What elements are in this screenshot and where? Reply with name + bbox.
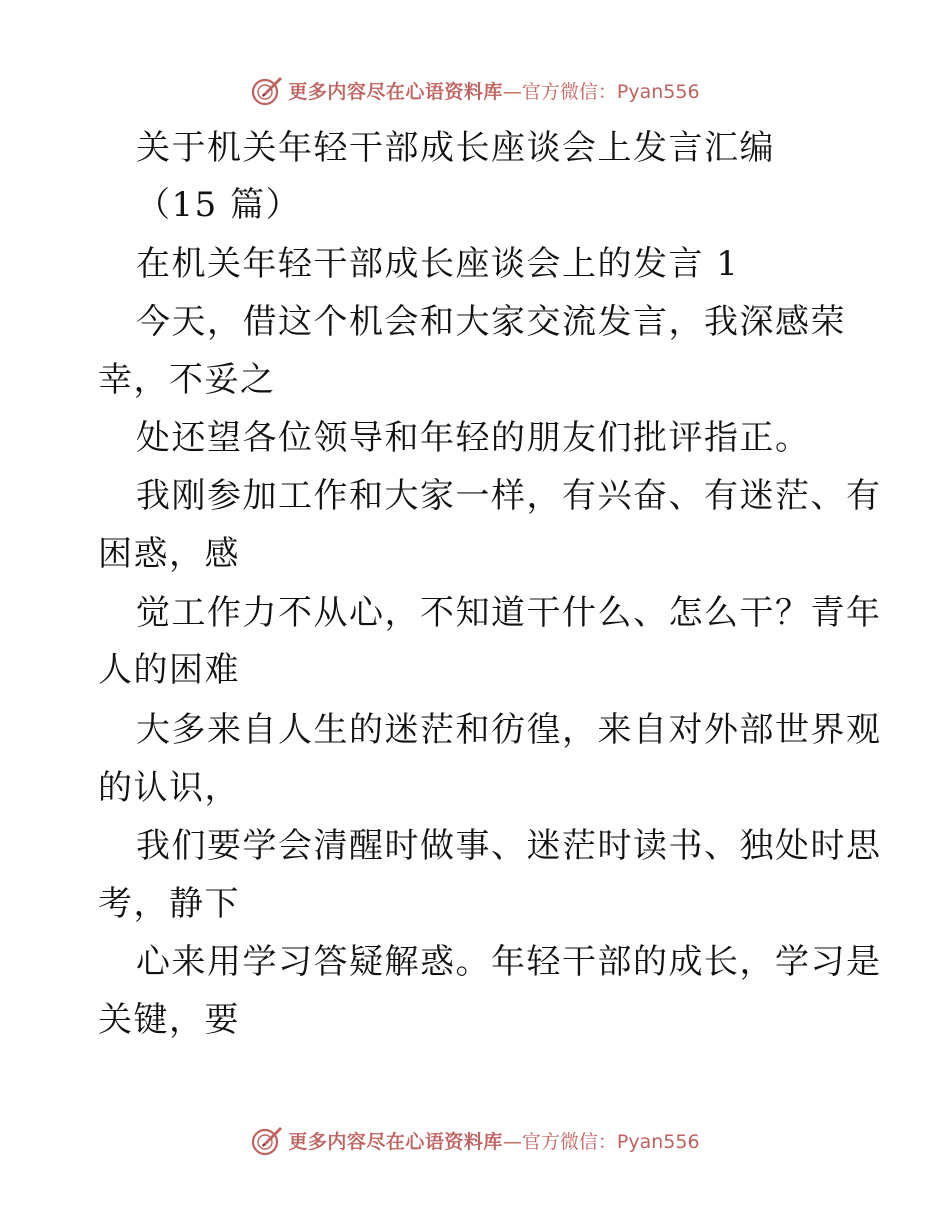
body-line: 幸，不妥之 bbox=[98, 360, 276, 400]
body-line: 心来用学习答疑解惑。年轻干部的成长，学习是 bbox=[136, 942, 882, 982]
section-heading: 在机关年轻干部成长座谈会上的发言 1 bbox=[136, 244, 740, 284]
body-line: 我们要学会清醒时做事、迷茫时读书、独处时思 bbox=[136, 826, 882, 866]
watermark-contact-text: —官方微信：Pyan556 bbox=[502, 80, 700, 103]
watermark-brand-text: 更多内容尽在心语资料库 bbox=[288, 80, 503, 103]
body-line: 今天，借这个机会和大家交流发言，我深感荣 bbox=[136, 302, 846, 342]
pen-nib-circle-icon bbox=[250, 73, 284, 107]
body-line: 考，静下 bbox=[98, 884, 240, 924]
body-line: 觉工作力不从心，不知道干什么、怎么干？青年 bbox=[136, 593, 882, 633]
body-line: 人的困难 bbox=[98, 650, 240, 690]
body-line: 大多来自人生的迷茫和彷徨，来自对外部世界观 bbox=[136, 710, 882, 750]
document-title-line-1: 关于机关年轻干部成长座谈会上发言汇编 bbox=[136, 128, 775, 168]
body-line: 关键，要 bbox=[98, 1000, 240, 1040]
body-line: 的认识， bbox=[98, 768, 240, 808]
watermark-contact-text: —官方微信：Pyan556 bbox=[502, 1130, 700, 1153]
footer-watermark bbox=[0, 1122, 950, 1158]
watermark-brand-text: 更多内容尽在心语资料库 bbox=[288, 1130, 503, 1153]
body-line: 我刚参加工作和大家一样，有兴奋、有迷茫、有 bbox=[136, 476, 882, 516]
body-line: 困惑，感 bbox=[98, 534, 240, 574]
header-watermark bbox=[0, 72, 950, 108]
pen-nib-circle-icon bbox=[250, 1123, 284, 1157]
body-line: 处还望各位领导和年轻的朋友们批评指正。 bbox=[136, 418, 811, 458]
document-title-line-2: （15 篇） bbox=[136, 185, 302, 225]
